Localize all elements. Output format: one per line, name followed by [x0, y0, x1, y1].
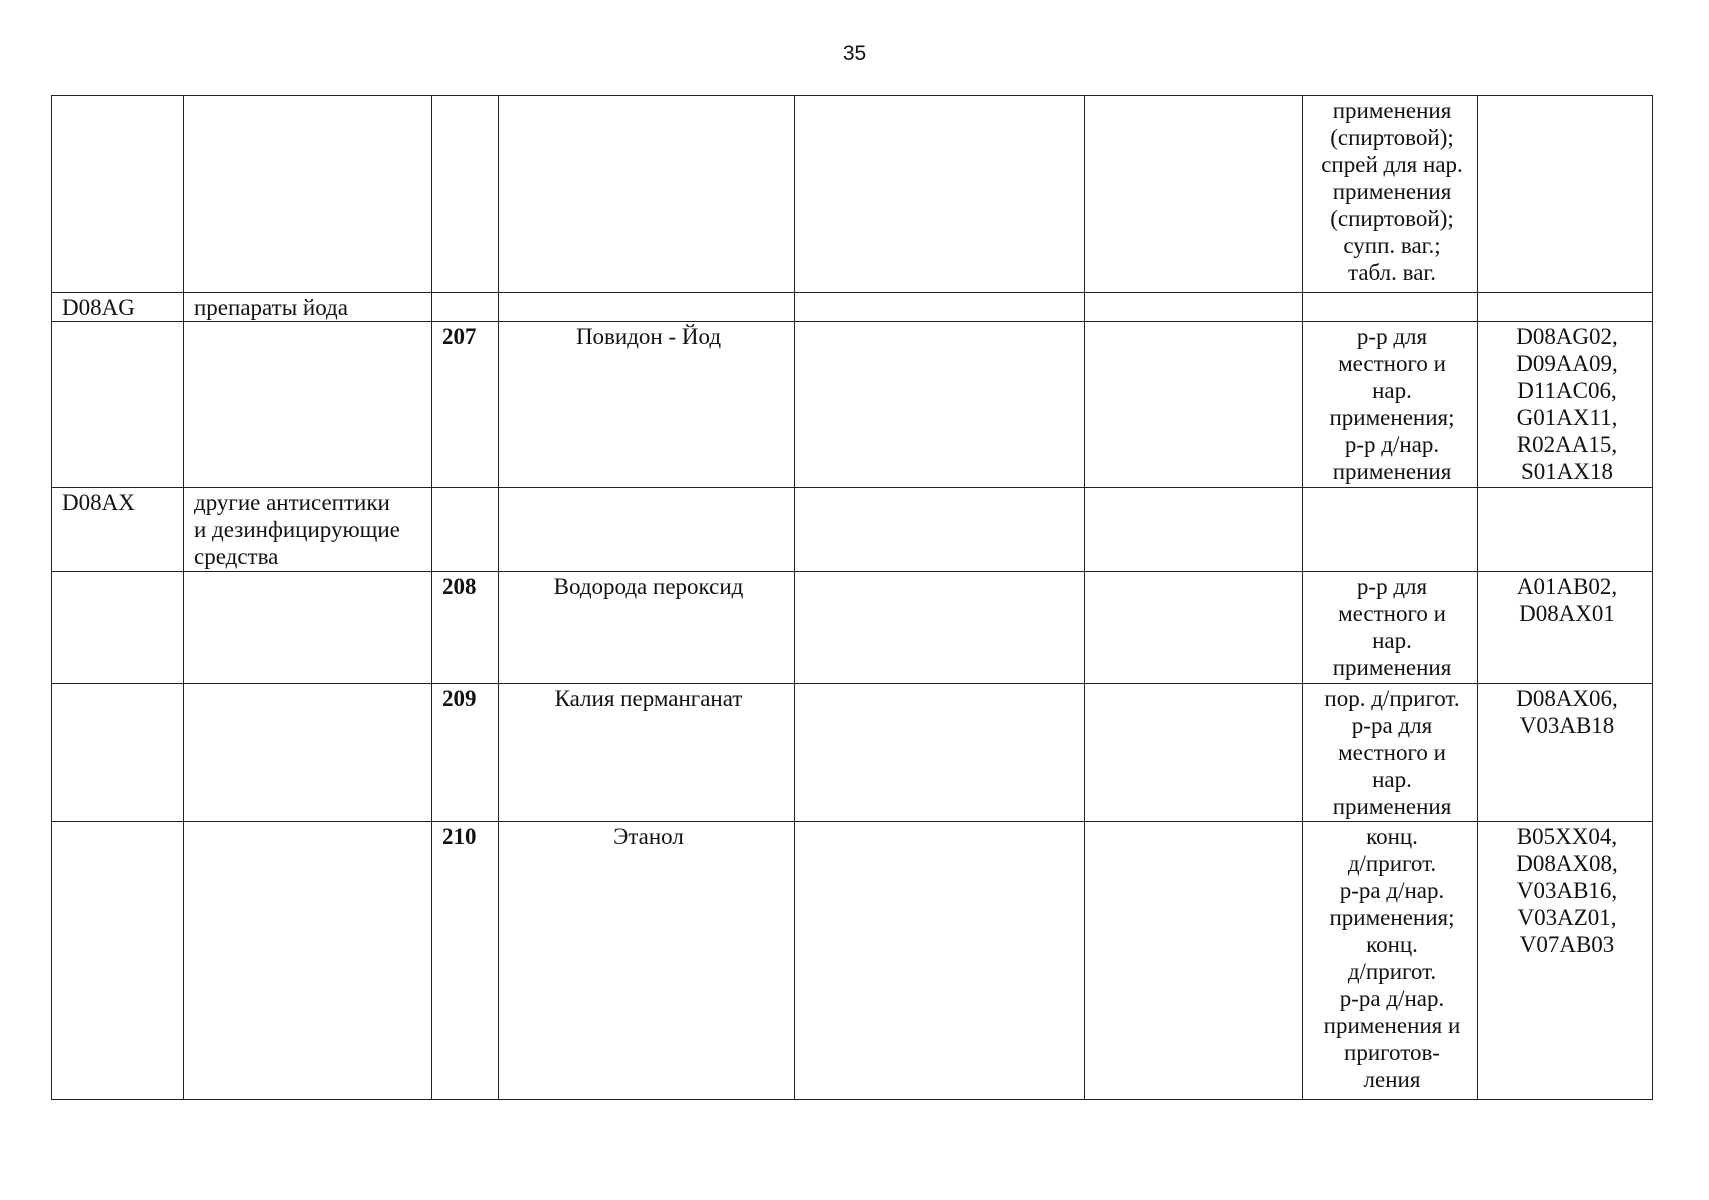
- column-6-cell: [1085, 322, 1303, 488]
- column-6-cell: [1085, 684, 1303, 822]
- item-number-cell: [432, 96, 499, 293]
- item-number-cell: 207: [432, 322, 499, 488]
- atc-codes-cell: D08AG02, D09AA09, D11AC06, G01AX11, R02AA15, S01AX18: [1478, 322, 1653, 488]
- drug-name-cell: [499, 96, 795, 293]
- atc-code-cell: [52, 322, 184, 488]
- column-5-cell: [795, 684, 1085, 822]
- atc-codes-cell: A01AB02, D08AX01: [1478, 572, 1653, 684]
- group-name-cell: препараты йода: [184, 293, 432, 322]
- item-number-cell: [432, 488, 499, 572]
- drug-name-cell: [499, 488, 795, 572]
- column-6-cell: [1085, 572, 1303, 684]
- drug-name-cell: [499, 293, 795, 322]
- drug-name-cell: Этанол: [499, 822, 795, 1100]
- column-6-cell: [1085, 488, 1303, 572]
- drug-name-cell: Повидон - Йод: [499, 322, 795, 488]
- dosage-form-cell: [1303, 488, 1478, 572]
- column-5-cell: [795, 572, 1085, 684]
- group-name-cell: другие антисептики и дезинфицирующие средства: [184, 488, 432, 572]
- atc-codes-cell: D08AX06, V03AB18: [1478, 684, 1653, 822]
- column-5-cell: [795, 322, 1085, 488]
- dosage-form-cell: пор. д/пригот. р-ра для местного и нар. применения: [1303, 684, 1478, 822]
- table-row: [52, 488, 1653, 572]
- atc-code-cell: [52, 96, 184, 293]
- table-row: [52, 96, 1653, 293]
- table-row: [52, 572, 1653, 684]
- column-6-cell: [1085, 96, 1303, 293]
- column-6-cell: [1085, 822, 1303, 1100]
- atc-code-cell: D08AG: [52, 293, 184, 322]
- column-5-cell: [795, 822, 1085, 1100]
- dosage-form-cell: [1303, 293, 1478, 322]
- dosage-form-cell: р-р для местного и нар. применения; р-р д/нар. применения: [1303, 322, 1478, 488]
- table-row: [52, 293, 1653, 322]
- drug-name-cell: Водорода пероксид: [499, 572, 795, 684]
- column-6-cell: [1085, 293, 1303, 322]
- atc-codes-cell: [1478, 488, 1653, 572]
- item-number-cell: [432, 293, 499, 322]
- column-5-cell: [795, 96, 1085, 293]
- dosage-form-cell: конц. д/пригот. р-ра д/нар. применения; конц. д/пригот. р-ра д/нар. применения и приготов- ления: [1303, 822, 1478, 1100]
- item-number-cell: 210: [432, 822, 499, 1100]
- group-name-cell: [184, 684, 432, 822]
- item-number-cell: 208: [432, 572, 499, 684]
- table-row: [52, 822, 1653, 1100]
- table-row: [52, 684, 1653, 822]
- atc-code-cell: [52, 572, 184, 684]
- atc-code-cell: [52, 684, 184, 822]
- table-row: [52, 322, 1653, 488]
- dosage-form-cell: применения (спиртовой); спрей для нар. применения (спиртовой); супп. ваг.; табл. ваг.: [1303, 96, 1478, 293]
- group-name-cell: [184, 96, 432, 293]
- group-name-cell: [184, 822, 432, 1100]
- dosage-form-cell: р-р для местного и нар. применения: [1303, 572, 1478, 684]
- item-number-cell: 209: [432, 684, 499, 822]
- column-5-cell: [795, 293, 1085, 322]
- atc-codes-cell: B05XX04, D08AX08, V03AB16, V03AZ01, V07AB03: [1478, 822, 1653, 1100]
- group-name-cell: [184, 572, 432, 684]
- atc-codes-cell: [1478, 96, 1653, 293]
- atc-code-cell: D08AX: [52, 488, 184, 572]
- drug-name-cell: Калия перманганат: [499, 684, 795, 822]
- atc-codes-cell: [1478, 293, 1653, 322]
- column-5-cell: [795, 488, 1085, 572]
- atc-code-cell: [52, 822, 184, 1100]
- group-name-cell: [184, 322, 432, 488]
- page-number: 35: [842, 42, 867, 65]
- drug-table: [51, 95, 1653, 1100]
